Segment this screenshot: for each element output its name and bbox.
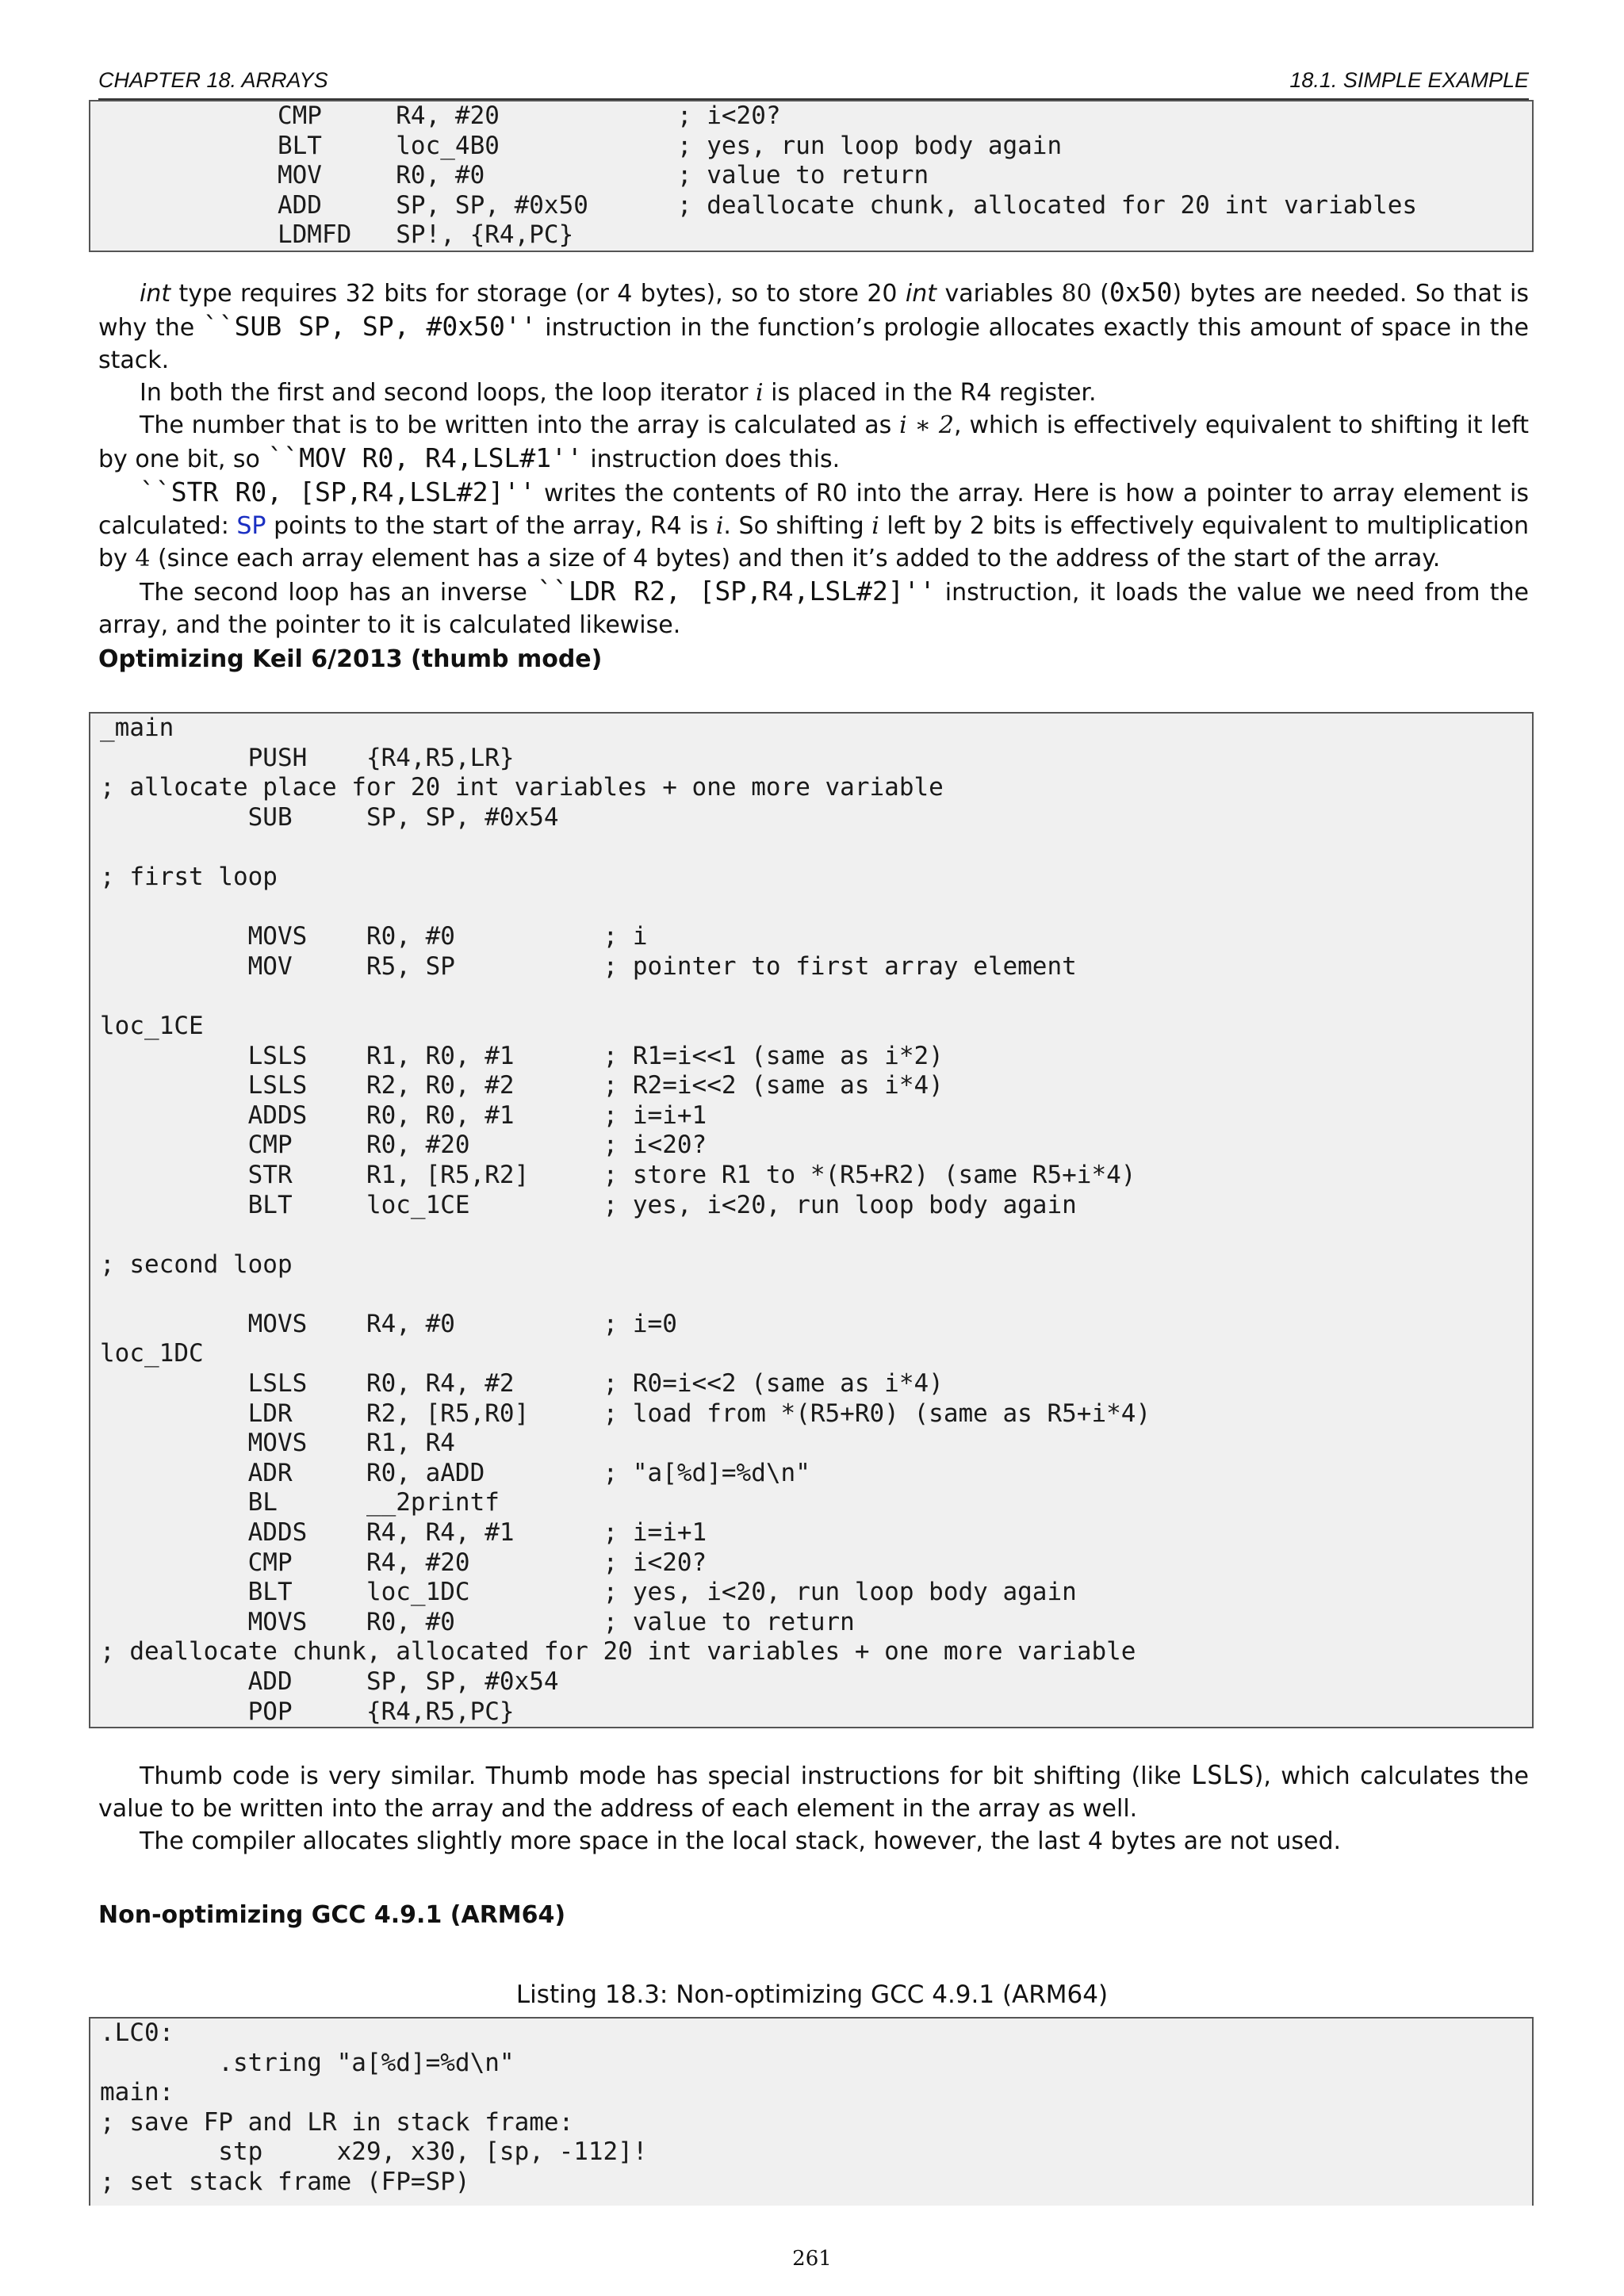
header-chapter: CHAPTER 18. ARRAYS — [98, 68, 328, 92]
code-line: CMP R0, #20 ; i<20? — [100, 1131, 707, 1160]
code-line: ; second loop — [100, 1249, 293, 1279]
header-section: 18.1. SIMPLE EXAMPLE — [1289, 68, 1529, 92]
code-line: .string "a[%d]=%d\n" — [100, 2048, 515, 2077]
code-listing-arm64 — [89, 2017, 1534, 2206]
code-line: stp x29, x30, [sp, -112]! — [100, 2137, 648, 2167]
code-line: ; set stack frame (FP=SP) — [100, 2167, 470, 2196]
page-number: 261 — [792, 2247, 832, 2271]
paragraph: ``STR R0, [SP,R4,LSL#2]'' writes the contents of R0 into the array. Here is how a pointer to array element is calculated: SP points to the start of the array, R4 is i. So shifting i left by 2 bits is effectively equivalent to multiplication by 4 (since each array element has a size of 4 bytes) and then it’s added to the address of the start of the array. — [98, 476, 1530, 572]
code-line: .LC0: — [100, 2019, 174, 2047]
code-line: MOV R0, #0 ; value to return — [100, 161, 929, 190]
code-line: ; save FP and LR in stack frame: — [100, 2107, 574, 2137]
code-line: MOVS R1, R4 — [100, 1429, 455, 1458]
code-line: main: — [100, 2078, 174, 2107]
section-heading: Non-optimizing GCC 4.9.1 (ARM64) — [98, 1901, 566, 1929]
code-line: ; allocate place for 20 int variables + one more variable — [100, 773, 944, 802]
code-line: MOV R5, SP ; pointer to first array element — [100, 951, 1077, 981]
code-line — [90, 1220, 1532, 1250]
section-heading: Optimizing Keil 6/2013 (thumb mode) — [98, 645, 603, 673]
code-line: STR R1, [R5,R2] ; store R1 to *(R5+R2) (same R5+i*4) — [100, 1160, 1136, 1189]
body-text-arm — [98, 276, 1529, 641]
code-line: MOVS R0, #0 ; value to return — [100, 1607, 855, 1636]
code-line: POP {R4,R5,PC} — [100, 1697, 515, 1726]
code-line: MOVS R4, #0 ; i=0 — [100, 1309, 677, 1338]
paragraph: In both the first and second loops, the loop iterator i is placed in the R4 register. — [140, 379, 1097, 407]
code-line: BLT loc_1CE ; yes, i<20, run loop body again — [100, 1190, 1077, 1219]
code-line — [90, 982, 1532, 1012]
code-line: LDR R2, [R5,R0] ; load from *(R5+R0) (same as R5+i*4) — [100, 1399, 1151, 1428]
code-line: PUSH {R4,R5,LR} — [100, 743, 515, 772]
paragraph: The number that is to be written into the array is calculated as i ∗ 2, which is effectively equivalent to shifting it left by one bit, so ``MOV R0, R4,LSL#1'' instruction does this. — [98, 411, 1529, 473]
code-line — [90, 893, 1532, 923]
code-line — [90, 1280, 1532, 1310]
code-line — [90, 832, 1532, 863]
code-line: ; first loop — [100, 862, 278, 891]
code-line: ADDS R0, R0, #1 ; i=i+1 — [100, 1100, 707, 1130]
code-line: ADD SP, SP, #0x54 — [100, 1667, 559, 1696]
code-line: loc_1DC — [100, 1339, 204, 1368]
code-line: ; deallocate chunk, allocated for 20 int variables + one more variable — [100, 1637, 1136, 1667]
code-line: LSLS R2, R0, #2 ; R2=i<<2 (same as i*4) — [100, 1071, 944, 1100]
body-text-thumb — [98, 1758, 1529, 1858]
code-line: LSLS R0, R4, #2 ; R0=i<<2 (same as i*4) — [100, 1369, 944, 1399]
code-line: MOVS R0, #0 ; i — [100, 922, 648, 951]
code-line: SUB SP, SP, #0x54 — [100, 802, 559, 832]
paragraph: Thumb code is very similar. Thumb mode has special instructions for bit shifting (like LSLS), which calculates the value to be written into the array and the address of each element in the array as well. — [98, 1759, 1529, 1823]
code-line: LSLS R1, R0, #1 ; R1=i<<1 (same as i*2) — [100, 1041, 944, 1070]
code-line: LDMFD SP!, {R4,PC} — [100, 220, 574, 250]
code-line: BLT loc_1DC ; yes, i<20, run loop body again — [100, 1578, 1077, 1607]
code-line: BL __2printf — [100, 1488, 500, 1517]
code-line: loc_1CE — [100, 1011, 204, 1040]
code-line: CMP R4, #20 ; i<20? — [100, 101, 781, 130]
running-header — [98, 68, 1529, 100]
glossary-link-sp[interactable]: SP — [236, 512, 266, 540]
code-line: BLT loc_4B0 ; yes, run loop body again — [100, 131, 1063, 160]
code-line: ADDS R4, R4, #1 ; i=i+1 — [100, 1518, 707, 1548]
paragraph: The second loop has an inverse ``LDR R2, [SP,R4,LSL#2]'' instruction, it loads the value we need from the array, and the pointer to it is calculated likewise. — [98, 576, 1529, 639]
paragraph: The compiler allocates slightly more space in the local stack, however, the last 4 bytes are not used. — [140, 1827, 1342, 1855]
code-listing-thumb — [89, 712, 1534, 1728]
listing-caption: Listing 18.3: Non-optimizing GCC 4.9.1 (ARM64) — [515, 1980, 1109, 2009]
code-listing-arm-tail — [89, 100, 1534, 252]
code-line: ADD SP, SP, #0x50 ; deallocate chunk, allocated for 20 int variables — [100, 190, 1418, 220]
code-line: _main — [100, 714, 174, 742]
code-line: CMP R4, #20 ; i<20? — [100, 1548, 707, 1577]
code-line: ADR R0, aADD ; "a[%d]=%d\n" — [100, 1458, 810, 1487]
paragraph: int type requires 32 bits for storage (or 4 bytes), so to store 20 int variables 80 (0x50) bytes are needed. So that is why the ``SUB SP, SP, #0x50'' instruction in the function’s prologie allocates exactly this amount of space in the stack. — [98, 277, 1529, 374]
